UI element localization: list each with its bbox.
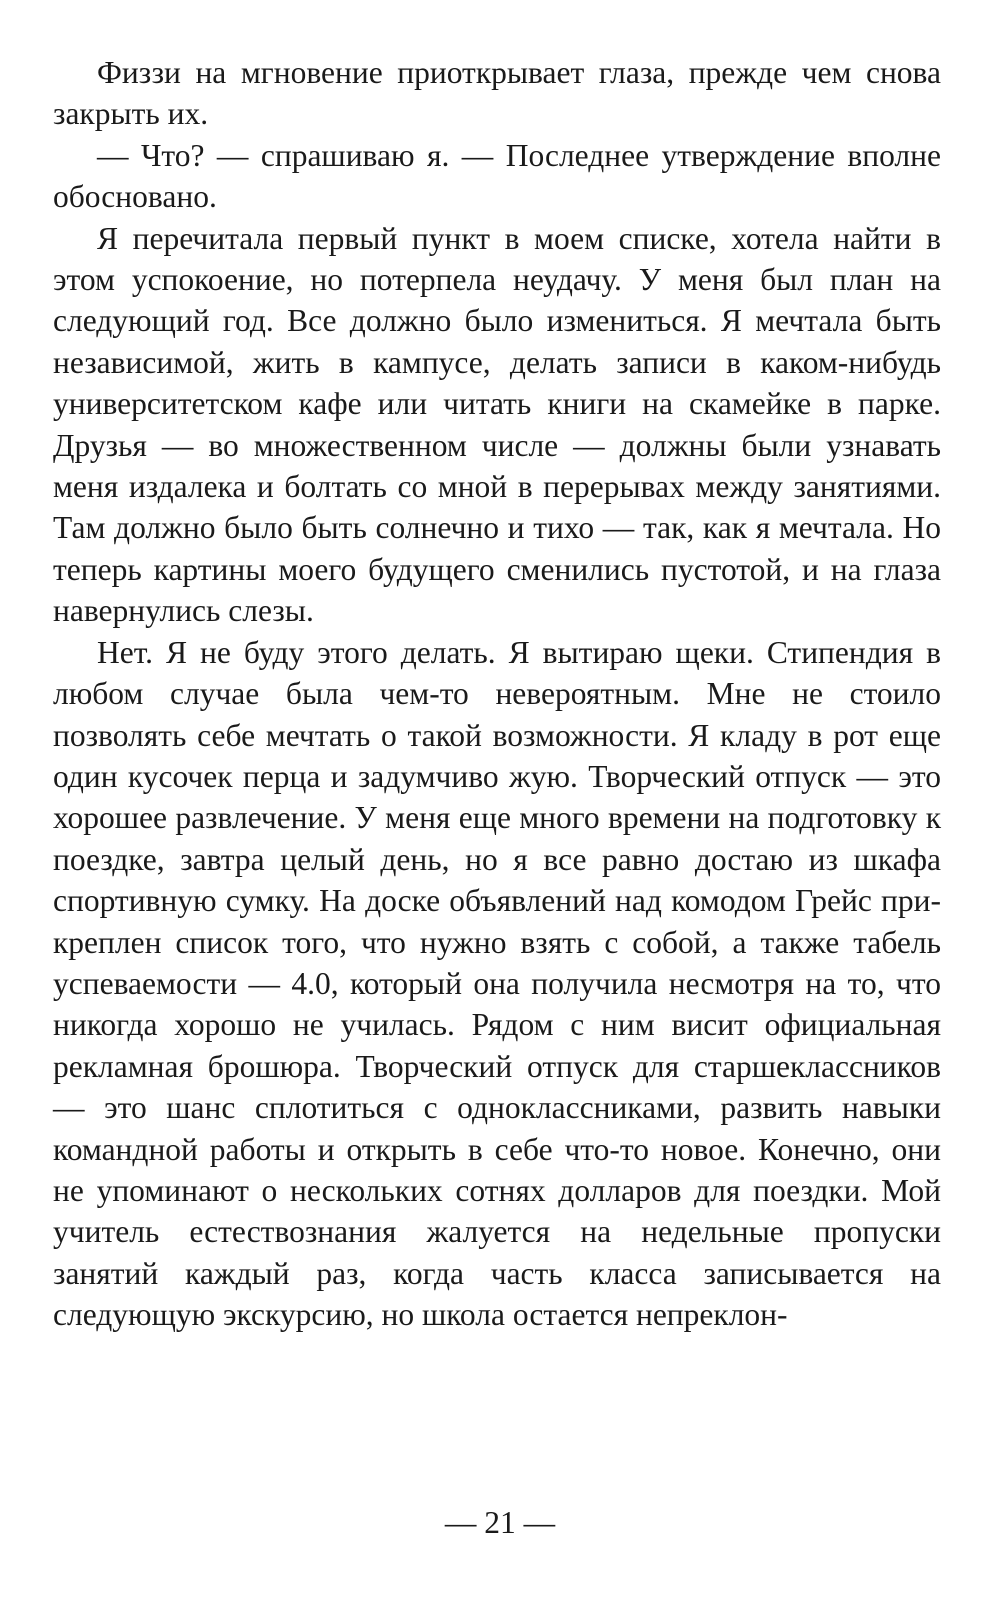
paragraph-2: — Что? — спрашиваю я. — Последнее утверждение вполне обосновано. bbox=[53, 137, 941, 215]
paragraph-4: Нет. Я не буду этого делать. Я вытираю щеки. Стипендия в любом случае была чем-то невероятным. Мне не стоило позволять себе мечтать о такой возможности. Я кладу в рот еще один кусочек перца и задумчиво жую. Творческий отпуск — это хорошее развлечение. У меня еще много времени на подготовку к поездке, завтра целый день, но я все равно достаю из шкафа спортивную сумку. На доске объявлений над комодом Грейс прикреплен список того, что нужно взять с собой, а также табель успеваемости — 4.0, который она получила несмотря на то, что никогда хорошо не училась. Рядом с ним висит официальная рекламная брошюра. Творческий отпуск для старшеклассников — это шанс сплотиться с одноклассниками, развить навыки командной работы и открыть в себе что-то новое. Конечно, они не упоминают о нескольких сотнях долларов для поездки. Мой учитель естествознания жалуется на недельные пропуски занятий каждый раз, когда часть класса записывается на следующую экскурсию, но школа остается непреклон- bbox=[53, 634, 941, 1333]
paragraph-1: Физзи на мгновение приоткрывает глаза, прежде чем снова закрыть их. bbox=[53, 55, 941, 132]
paragraph-3: Я перечитала первый пункт в моем списке, хотела найти в этом успокоение, но потерпела неудачу. У меня был план на следующий год. Все должно было измениться. Я мечтала быть независимой, жить в кампусе, делать записи в каком-нибудь университетском кафе или читать книги на скамейке в парке. Друзья — во множественном числе — должны были узнавать меня издалека и болтать со мной в перерывах между занятиями. Там должно было быть солнечно и тихо — так, как я мечтала. Но теперь картины моего будущего сменились пустотой, и на глаза навернулись слезы. bbox=[53, 220, 941, 629]
body-text bbox=[53, 52, 941, 1336]
page-number: — 21 — bbox=[444, 1505, 556, 1540]
